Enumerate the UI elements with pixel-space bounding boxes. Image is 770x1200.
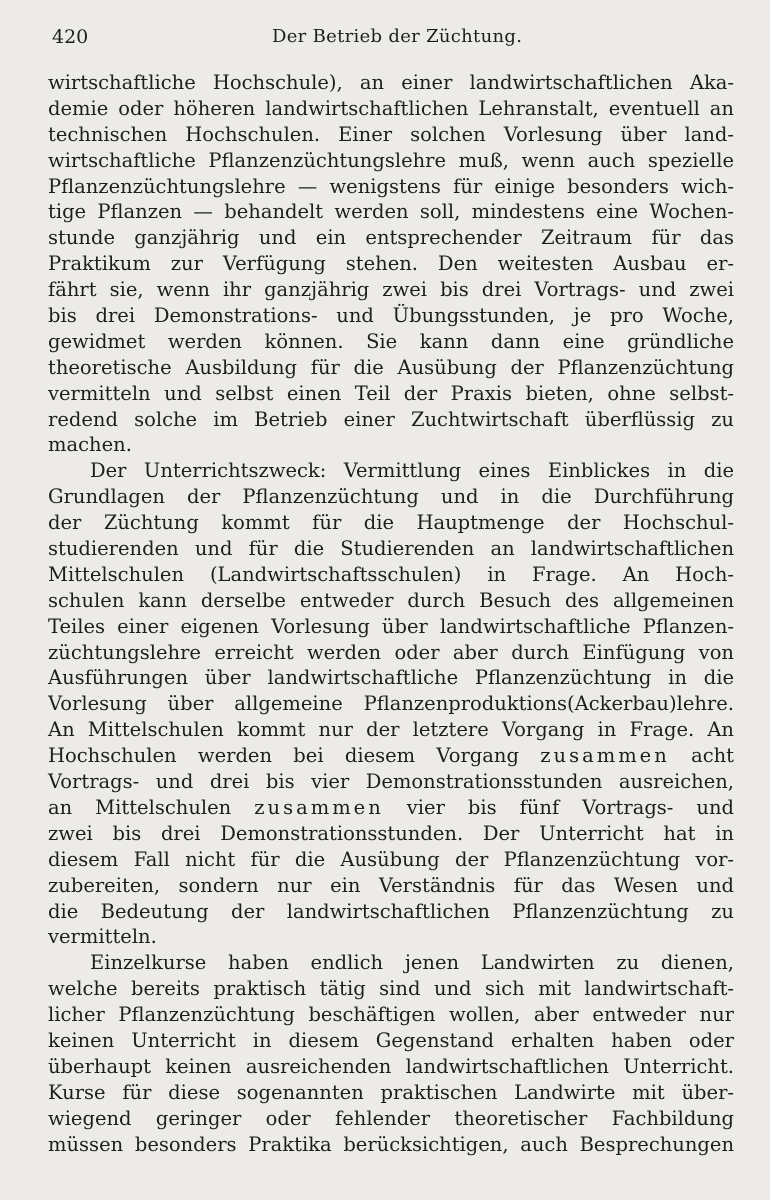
text-line: schulen kann derselbe entweder durch Besuch des allgemeinen xyxy=(48,588,734,612)
text-line: Einzelkurse haben endlich jenen Landwirten zu dienen, xyxy=(90,951,734,975)
text-line: studierenden und für die Studierenden an landwirtschaftlichen xyxy=(48,537,734,561)
text-line: vermitteln. xyxy=(48,925,157,949)
emphasized-word: zusammen xyxy=(540,744,670,768)
text-line: welche bereits praktisch tätig sind und sich mit landwirtschaft- xyxy=(48,977,734,1001)
text-line: müssen besonders Praktika berücksichtigen, auch Besprechungen xyxy=(48,1132,734,1156)
text-line: Kurse für diese sogenannten praktischen Landwirte mit über- xyxy=(48,1080,734,1104)
text-line: machen. xyxy=(48,433,132,457)
body-text xyxy=(48,70,734,1157)
text-line: An Mittelschulen kommt nur der letztere Vorgang in Frage. An xyxy=(48,718,734,742)
text-line: zwei bis drei Demonstrationsstunden. Der Unterricht hat in xyxy=(48,821,734,845)
text-segment: acht xyxy=(669,744,735,768)
text-line: Praktikum zur Verfügung stehen. Den weitesten Ausbau er- xyxy=(48,252,734,276)
text-line: Vorlesung über allgemeine Pflanzenproduktions(Ackerbau)lehre. xyxy=(48,692,734,716)
text-line: züchtungslehre erreicht werden oder aber durch Einfügung von xyxy=(48,640,734,664)
text-line: diesem Fall nicht für die Ausübung der Pflanzenzüchtung vor- xyxy=(48,847,734,871)
running-head xyxy=(52,24,722,50)
text-segment: an Mittelschulen xyxy=(48,795,255,819)
text-line: bis drei Demonstrations- und Übungsstunden, je pro Woche, xyxy=(48,304,734,328)
text-line: Der Unterrichtszweck: Vermittlung eines Einblickes in die xyxy=(90,459,734,483)
text-line: demie oder höheren landwirtschaftlichen Lehranstalt, eventuell an xyxy=(48,96,734,120)
text-line: vermitteln und selbst einen Teil der Praxis bieten, ohne selbst- xyxy=(48,381,734,405)
text-line xyxy=(48,795,734,821)
text-line: stunde ganzjährig und ein entsprechender Zeitraum für das xyxy=(48,226,734,250)
text-line: tige Pflanzen — behandelt werden soll, mindestens eine Wochen- xyxy=(48,200,734,224)
text-line: keinen Unterricht in diesem Gegenstand erhalten haben oder xyxy=(48,1028,734,1052)
text-segment: Hochschulen werden bei diesem Vorgang xyxy=(48,744,541,768)
text-segment: vier bis fünf Vortrags- und xyxy=(383,795,735,819)
text-line: redend solche im Betrieb einer Zuchtwirtschaft überflüssig zu xyxy=(48,407,734,431)
text-line: gewidmet werden können. Sie kann dann eine gründliche xyxy=(48,329,734,353)
text-line: Ausführungen über landwirtschaftliche Pflanzenzüchtung in die xyxy=(48,666,734,690)
text-line: der Züchtung kommt für die Hauptmenge der Hochschul- xyxy=(48,511,734,535)
text-line: Mittelschulen (Landwirtschaftsschulen) in Frage. An Hoch- xyxy=(48,562,734,586)
text-line: Grundlagen der Pflanzenzüchtung und in die Durchführung xyxy=(48,485,734,509)
text-line: technischen Hochschulen. Einer solchen Vorlesung über land- xyxy=(48,122,734,146)
text-line: wirtschaftliche Hochschule), an einer landwirtschaftlichen Aka- xyxy=(48,71,734,94)
text-line: Vortrags- und drei bis vier Demonstrationsstunden ausreichen, xyxy=(48,770,734,794)
text-line: wirtschaftliche Pflanzenzüchtungslehre muß, wenn auch spezielle xyxy=(48,148,734,172)
text-line: Pflanzenzüchtungslehre — wenigstens für einige besonders wich- xyxy=(48,174,734,198)
page-number: 420 xyxy=(52,26,89,48)
running-title: Der Betrieb der Züchtung. xyxy=(272,26,523,47)
emphasized-word: zusammen xyxy=(254,795,384,819)
text-line: Teiles einer eigenen Vorlesung über landwirtschaftliche Pflanzen- xyxy=(48,614,734,638)
text-line: fährt sie, wenn ihr ganzjährig zwei bis drei Vortrags- und zwei xyxy=(48,278,734,302)
text-line: wiegend geringer oder fehlender theoretischer Fachbildung xyxy=(48,1106,734,1130)
text-line: die Bedeutung der landwirtschaftlichen Pflanzenzüchtung zu xyxy=(48,899,734,923)
text-line: licher Pflanzenzüchtung beschäftigen wollen, aber entweder nur xyxy=(48,1003,734,1027)
text-line: überhaupt keinen ausreichenden landwirtschaftlichen Unterricht. xyxy=(48,1054,734,1078)
text-line: zubereiten, sondern nur ein Verständnis für das Wesen und xyxy=(48,873,734,897)
text-line xyxy=(48,743,734,769)
text-line: theoretische Ausbildung für die Ausübung der Pflanzenzüchtung xyxy=(48,355,734,379)
